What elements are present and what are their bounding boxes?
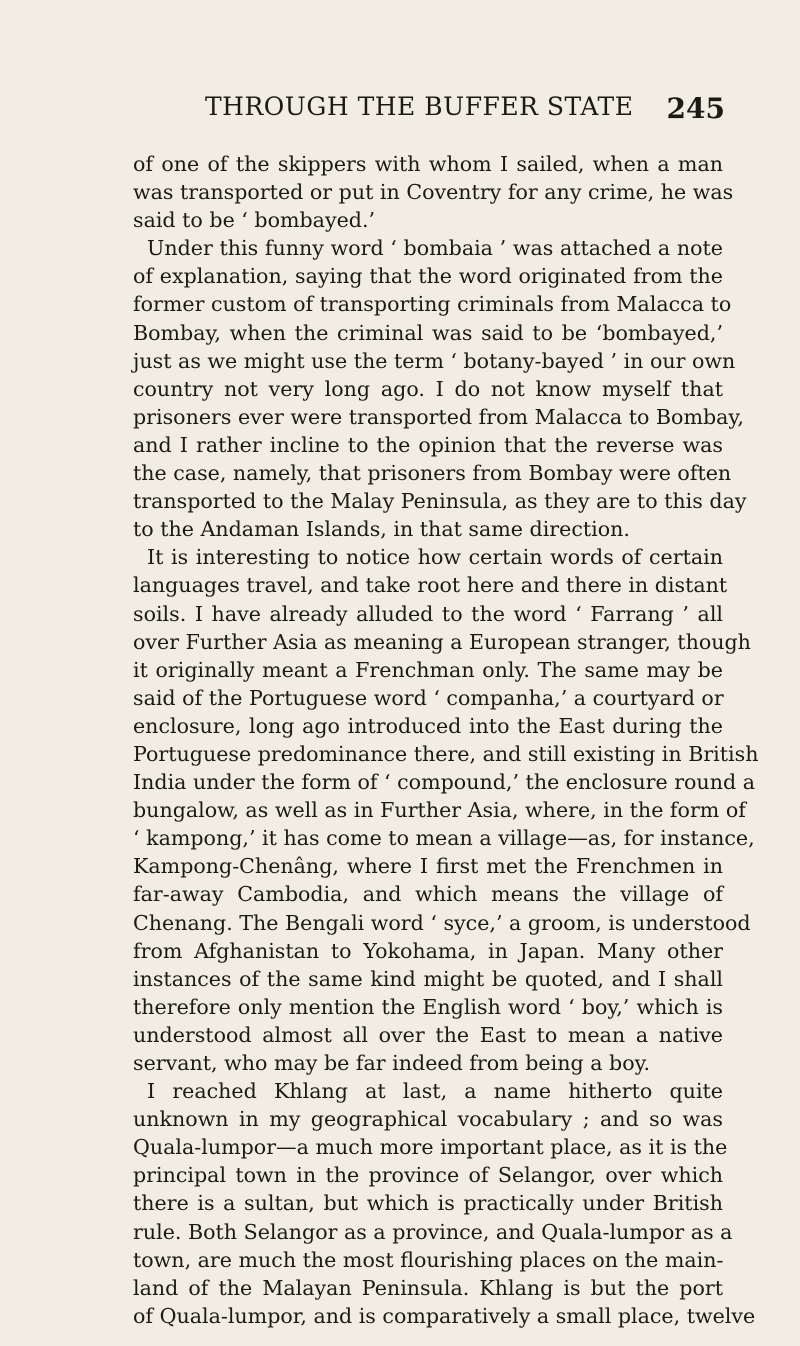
text-line: Portuguese predominance there, and still existing in British [133,741,759,766]
text-line: Under this funny word ‘ bombaia ’ was attached a note [147,236,723,261]
page-number: 245 [666,92,725,125]
text-line: unknown in my geographical vocabulary ; and so was [133,1107,723,1132]
text-line: to the Andaman Islands, in that same direction. [133,517,630,542]
text-line: far-away Cambodia, and which means the village of [133,882,723,907]
text-line: Bombay, when the criminal was said to be ‘bombayed,’ [133,320,723,345]
text-line: principal town in the province of Selangor, over which [133,1163,723,1188]
text-line: of Quala-lumpor, and is comparatively a small place, twelve [133,1303,756,1328]
text-line: Kampong-Chenâng, where I first met the Frenchmen in [133,854,723,879]
text-line: there is a sultan, but which is practically under British [133,1191,723,1216]
running-head [205,92,725,126]
text-line: said to be ‘ bombayed.’ [133,208,376,233]
text-line: Quala-lumpor—a much more important place, as it is the [133,1135,728,1160]
text-line: town, are much the most flourishing places on the main- [133,1247,724,1272]
text-line: ‘ kampong,’ it has come to mean a village—as, for instance, [133,826,755,851]
text-line: servant, who may be far indeed from being a boy. [133,1051,651,1075]
text-line: the case, namely, that prisoners from Bombay were often [133,461,732,486]
text-line: instances of the same kind might be quoted, and I shall [133,966,723,991]
text-line: prisoners ever were transported from Malacca to Bombay, [133,404,744,429]
text-line: country not very long ago. I do not know myself that [133,376,723,401]
text-line: transported to the Malay Peninsula, as they are to this day [133,489,747,514]
text-line: of explanation, saying that the word originated from the [133,264,723,289]
text-line: India under the form of ‘ compound,’ the enclosure round a [133,770,755,795]
text-line: I reached Khlang at last, a name hitherto quite [147,1079,723,1104]
text-line: of one of the skippers with whom I sailed, when a man [133,152,723,176]
text-line: and I rather incline to the opinion that the reverse was [133,432,723,457]
text-line: was transported or put in Coventry for any crime, he was [133,180,734,205]
text-line: enclosure, long ago introduced into the East during the [133,713,723,738]
text-line: bungalow, as well as in Further Asia, where, in the form of [133,798,746,823]
text-line: Chenang. The Bengali word ‘ syce,’ a groom, is understood [133,910,751,935]
text-line: over Further Asia as meaning a European stranger, though [133,629,751,654]
text-line: rule. Both Selangor as a province, and Quala-lumpor as a [133,1219,733,1244]
text-line: soils. I have already alluded to the word ‘ Farrang ’ all [133,601,723,626]
text-line: It is interesting to notice how certain words of certain [147,545,723,570]
text-line: languages travel, and take root here and there in distant [133,573,728,598]
text-line: land of the Malayan Peninsula. Khlang is but the port [133,1275,723,1300]
running-head-title: THROUGH THE BUFFER STATE [205,92,634,121]
text-line: former custom of transporting criminals from Malacca to [133,292,732,317]
body-text [133,150,759,1330]
text-line: from Afghanistan to Yokohama, in Japan. Many other [133,938,723,963]
text-line: said of the Portuguese word ‘ companha,’ a courtyard or [133,685,724,710]
text-line: just as we might use the term ‘ botany-bayed ’ in our own [133,348,736,373]
text-line: understood almost all over the East to mean a native [133,1022,723,1047]
text-line: therefore only mention the English word ‘ boy,’ which is [133,994,723,1019]
text-line: it originally meant a Frenchman only. The same may be [133,657,723,682]
